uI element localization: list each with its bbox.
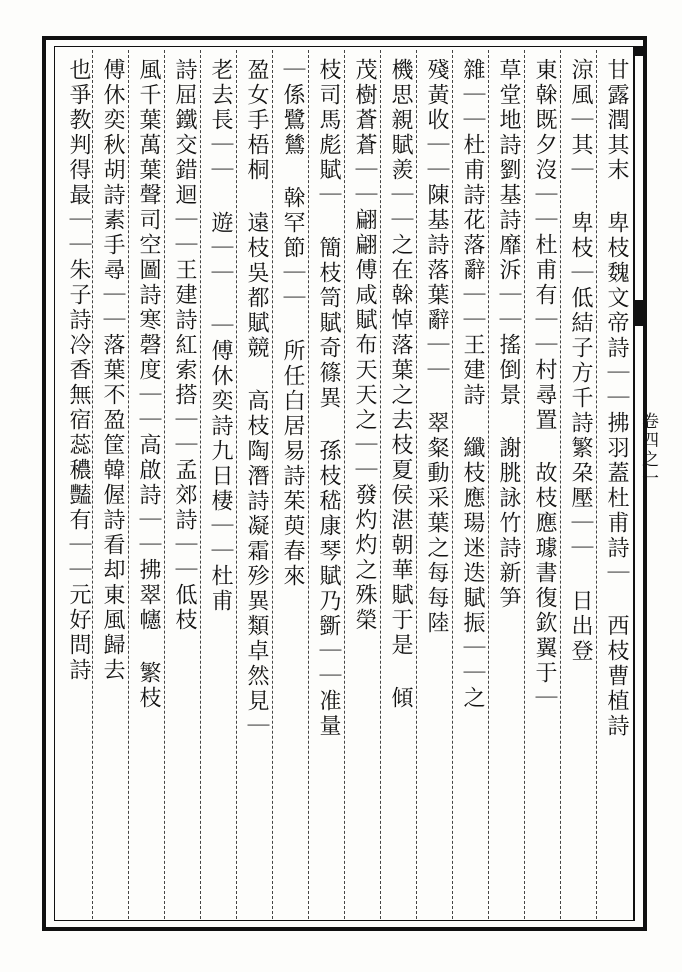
fish-tail-mark <box>635 300 647 326</box>
text-column: 甘露潤其末 卑枝魏文帝詩｜｜拂羽蓋杜甫詩｜ 西枝曹植詩 <box>604 58 629 739</box>
section-label: 卷四之一 <box>638 412 658 488</box>
text-column: 詩屈鐵交錯迴｜｜王建詩紅索搭｜｜孟郊詩｜｜低枝 <box>172 58 197 633</box>
fish-tail-mark-top <box>635 46 647 56</box>
text-column: 茂樹蒼蒼｜｜翩翩傅咸賦布天天之｜｜發灼灼之殊榮 <box>352 58 377 633</box>
text-column: 傅休奕秋胡詩素手尋｜｜落葉不盈筐韓偓詩看却東風歸去 <box>100 58 125 683</box>
text-column: 風千葉萬葉聲司空圖詩寒磬度｜｜高啟詩｜｜拂翠幰 繁枝 <box>136 58 161 711</box>
text-column: 枝司馬彪賦｜ 簡枝笥賦奇篠異 孫枝嵇康琴賦乃斵｜｜准量 <box>316 58 341 739</box>
text-column: 雜｜｜杜甫詩花落辭｜｜王建詩 纖枝應瑒迷迭賦振｜｜之 <box>460 58 485 711</box>
text-column: 老去長｜｜ 遊｜｜ ｜傅休奕詩九日棲｜｜杜甫 <box>208 58 233 614</box>
text-column: 東榦既夕沒｜｜杜甫有｜｜村尋置 故枝應璩書復欽翼于｜ <box>532 58 557 711</box>
text-column: ｜係鷺鷥 榦罕節｜｜ 所任白居易詩茱萸春來 <box>280 58 305 589</box>
text-column: 盈女手梧桐 遠枝吳都賦競 高枝陶潛詩凝霜殄異類卓然見｜ <box>244 58 269 739</box>
text-column: 機思親賦羨｜｜之在榦悼落葉之去枝夏侯湛朝華賦于是 傾 <box>388 58 413 711</box>
text-column: 也爭教判得最｜｜朱子詩冷香無宿蕊穠豔有｜｜元好問詩 <box>66 58 91 683</box>
text-column: 草堂地詩劉基詩靡泝｜｜搖倒景 謝朓詠竹詩新笋 <box>496 58 521 611</box>
text-column: 殘黃收｜｜陳基詩落葉辭｜｜ 翠粲動采葉之每每陸 <box>424 58 449 636</box>
text-column: 涼風｜其｜ 卑枝｜低結子方千詩繁朶壓｜｜ 日出登 <box>568 58 593 664</box>
